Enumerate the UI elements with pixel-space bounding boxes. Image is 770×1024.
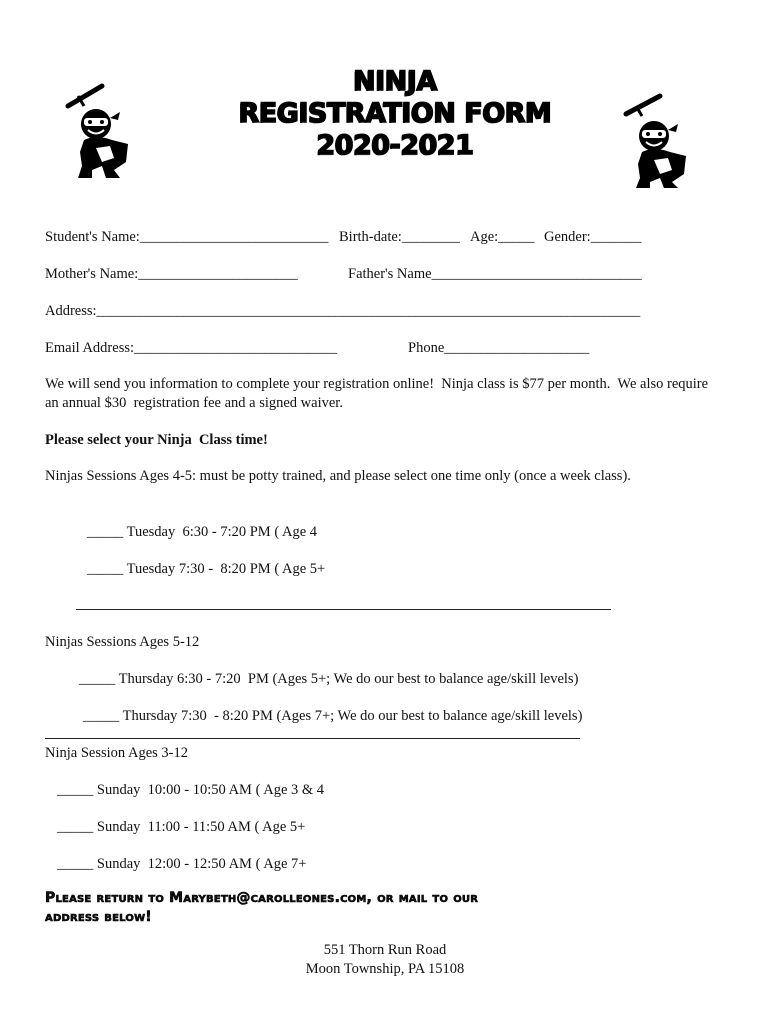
- select-class-heading: Please select your Ninja Class time!: [45, 432, 268, 448]
- phone-field[interactable]: Phone____________________: [408, 340, 590, 356]
- age-field[interactable]: Age:_____: [470, 229, 535, 245]
- ninja-icon: [62, 82, 134, 182]
- student-name-field[interactable]: Student's Name:__________________________: [45, 229, 329, 245]
- city-state-zip: Moon Township, PA 15108: [305, 961, 465, 977]
- father-name-field[interactable]: Father's Name_____________________________: [348, 266, 642, 282]
- gender-field[interactable]: Gender:_______: [544, 229, 642, 245]
- return-instructions-line-2: address below!: [45, 909, 152, 925]
- divider: [45, 738, 580, 739]
- session-option-sunday-2[interactable]: _____ Sunday 11:00 - 11:50 AM ( Age 5+: [57, 819, 306, 835]
- sessions-ages-5-12-heading: Ninjas Sessions Ages 5-12: [45, 634, 200, 650]
- sessions-ages-4-5-heading: Ninjas Sessions Ages 4-5: must be potty trained, and please select one time only (once a week class).: [45, 468, 631, 484]
- session-option-thursday-2[interactable]: _____ Thursday 7:30 - 8:20 PM (Ages 7+; We do our best to balance age/skill levels): [83, 708, 583, 724]
- email-address-field[interactable]: Email Address:____________________________: [45, 340, 338, 356]
- street-address: 551 Thorn Run Road: [323, 942, 447, 958]
- session-option-sunday-1[interactable]: _____ Sunday 10:00 - 10:50 AM ( Age 3 & 4: [57, 782, 325, 798]
- info-text-line-1: We will send you information to complete your registration online! Ninja class is $77 per month. We also require: [45, 376, 709, 392]
- session-option-thursday-1[interactable]: _____ Thursday 6:30 - 7:20 PM (Ages 5+; We do our best to balance age/skill levels): [79, 671, 579, 687]
- info-text-line-2: an annual $30 registration fee and a signed waiver.: [45, 395, 343, 411]
- title-line-2: REGISTRATION FORM: [238, 98, 552, 129]
- return-instructions-line-1: Please return to Marybeth@carolleones.com, or mail to our: [45, 890, 479, 906]
- birth-date-field[interactable]: Birth-date:________: [339, 229, 460, 245]
- address-field[interactable]: Address:___________________________________________________________________________: [45, 303, 641, 319]
- title-line-3: 2020-2021: [316, 130, 474, 161]
- session-option-sunday-3[interactable]: _____ Sunday 12:00 - 12:50 AM ( Age 7+: [57, 856, 307, 872]
- session-option-tuesday-1[interactable]: _____ Tuesday 6:30 - 7:20 PM ( Age 4: [87, 524, 318, 540]
- sessions-ages-3-12-heading: Ninja Session Ages 3-12: [45, 745, 188, 761]
- ninja-icon: [620, 92, 692, 192]
- title-line-1: NINJA: [353, 66, 437, 97]
- divider: [76, 609, 611, 610]
- session-option-tuesday-2[interactable]: _____ Tuesday 7:30 - 8:20 PM ( Age 5+: [87, 561, 326, 577]
- mother-name-field[interactable]: Mother's Name:______________________: [45, 266, 298, 282]
